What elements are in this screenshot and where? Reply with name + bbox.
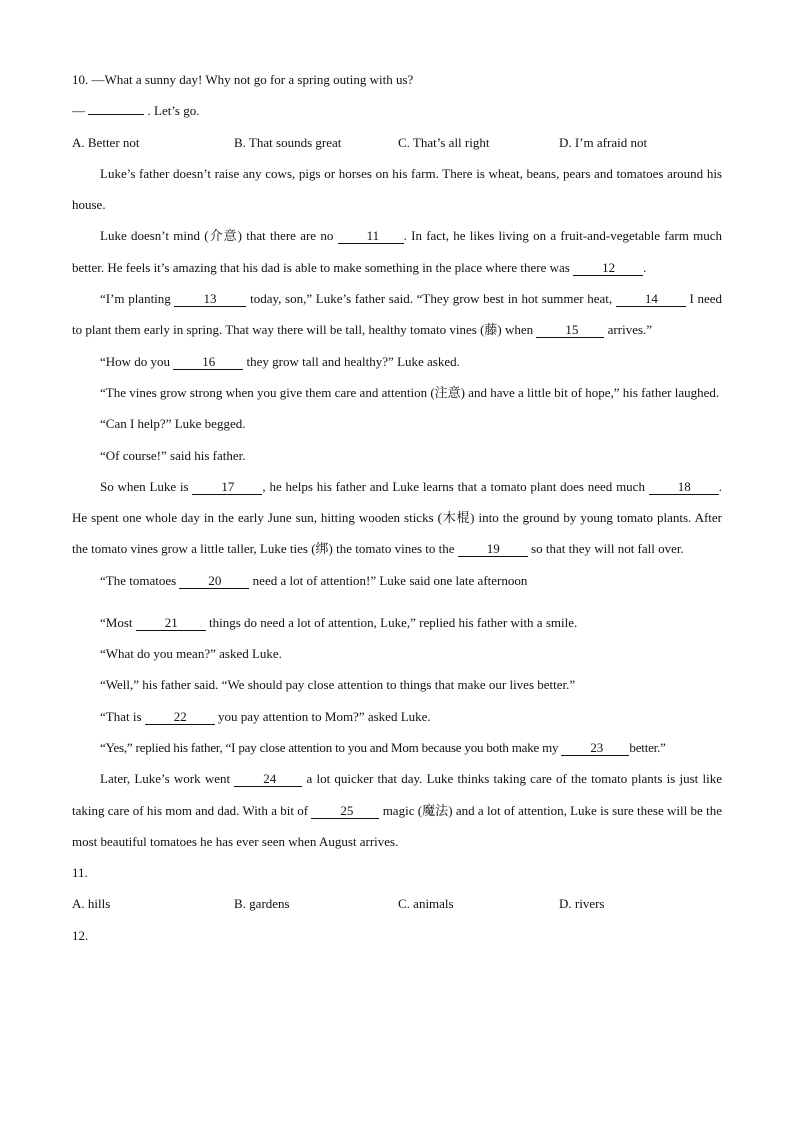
- passage-text: you pay attention to Mom?” asked Luke.: [214, 708, 431, 724]
- passage-text: , he helps his father and Luke learns that a tomato plant does need much: [262, 478, 649, 494]
- passage-paragraph-3: [72, 283, 722, 346]
- blank-25[interactable]: 25: [311, 804, 379, 819]
- passage-paragraph-2: [72, 220, 722, 283]
- passage-paragraph-11: “What do you mean?” asked Luke.: [100, 646, 282, 662]
- blank-16[interactable]: 16: [173, 355, 243, 370]
- q10-reply-prefix: —: [72, 103, 89, 119]
- q11-options: [72, 888, 722, 919]
- passage-text: “The tomatoes: [100, 572, 180, 588]
- passage-paragraph-6: “Can I help?” Luke begged.: [100, 416, 246, 432]
- blank-19[interactable]: 19: [458, 542, 528, 557]
- passage-text: “How do you: [100, 353, 174, 369]
- q11-option-c[interactable]: C. animals: [398, 896, 454, 912]
- passage-text: “Most: [100, 614, 136, 630]
- passage-text: Luke doesn’t mind (介意) that there are no: [100, 228, 338, 244]
- passage-text: arrives.”: [604, 322, 653, 338]
- q10-reply: [72, 95, 722, 126]
- q10-option-b[interactable]: B. That sounds great: [234, 134, 342, 150]
- q11-option-a[interactable]: A. hills: [72, 896, 111, 912]
- passage-paragraph-13: [72, 701, 722, 732]
- passage-text: “That is: [100, 708, 145, 724]
- q11-option-d[interactable]: D. rivers: [559, 896, 605, 912]
- blank-14[interactable]: 14: [616, 292, 686, 307]
- passage-paragraph-4: [72, 346, 722, 377]
- passage-paragraph-7: “Of course!” said his father.: [100, 447, 246, 463]
- passage-text: need a lot of attention!” Luke said one late afternoon: [249, 572, 528, 588]
- passage-text: better.”: [629, 739, 666, 755]
- passage-text: Later, Luke’s work went: [100, 771, 235, 787]
- passage-text: today, son,” Luke’s father said. “They grow best in hot summer heat,: [246, 291, 616, 307]
- blank-23[interactable]: 23: [561, 741, 629, 756]
- passage-paragraph-15: [72, 763, 722, 857]
- q10-option-a[interactable]: A. Better not: [72, 134, 140, 150]
- passage-text: so that they will not fall over.: [527, 541, 684, 557]
- passage-paragraph-1: Luke’s father doesn’t raise any cows, pigs or horses on his farm. There is wheat, beans, pears and tomatoes around his house.: [72, 165, 722, 213]
- passage-text: . He spent one whole day in the early June sun, hitting wooden sticks (木棍) into the ground by young tomato plants. After the tomato vines grow a little taller, Luke ties (绑) the tomato vines to the: [72, 478, 722, 557]
- worksheet-page: [72, 64, 722, 951]
- blank-15[interactable]: 15: [536, 323, 604, 338]
- q10-option-c[interactable]: C. That’s all right: [398, 134, 490, 150]
- q12-number: 12.: [72, 927, 89, 943]
- blank-18[interactable]: 18: [649, 480, 719, 495]
- blank-24[interactable]: 24: [234, 772, 302, 787]
- blank-11[interactable]: 11: [338, 229, 404, 244]
- passage-text: . In fact, he likes living on a fruit-and-vegetable farm much better. He feels it’s amazing that his dad is able to make something in the place where there was: [72, 228, 722, 275]
- q10-option-d[interactable]: D. I’m afraid not: [559, 134, 648, 150]
- passage-text: .: [643, 259, 647, 275]
- blank-13[interactable]: 13: [174, 292, 246, 307]
- blank-17[interactable]: 17: [192, 480, 262, 495]
- q11-option-b[interactable]: B. gardens: [234, 896, 290, 912]
- passage-text: they grow tall and healthy?” Luke asked.: [243, 353, 460, 369]
- blank-12[interactable]: 12: [573, 261, 643, 276]
- blank-20[interactable]: 20: [179, 574, 249, 589]
- q10-stem: 10. —What a sunny day! Why not go for a spring outing with us?: [72, 72, 414, 87]
- passage-paragraph-14: [72, 732, 722, 763]
- passage-text: magic (魔法) and a lot of attention, Luke is sure these will be the most beautiful tomatoes he has ever seen when August arrives.: [72, 802, 722, 849]
- passage-paragraph-5: “The vines grow strong when you give them care and attention (注意) and have a little bit of hope,” his father laughed.: [100, 384, 720, 400]
- blank-21[interactable]: 21: [136, 616, 206, 631]
- passage-paragraph-9: [72, 565, 722, 607]
- q10-options: [72, 127, 722, 158]
- passage-text: a lot quicker that day. Luke thinks taking care of the tomato plants is just like taking care of his mom and dad. With a bit of: [72, 771, 722, 818]
- passage-paragraph-12: “Well,” his father said. “We should pay close attention to things that make our lives better.”: [100, 677, 576, 693]
- q11-number: 11.: [72, 865, 88, 881]
- passage-text: I need to plant them early in spring. That way there will be tall, healthy tomato vines (藤) when: [72, 291, 722, 338]
- q10-reply-suffix: . Let’s go.: [144, 103, 200, 119]
- q10-answer-blank[interactable]: [88, 114, 144, 115]
- passage-text: things do need a lot of attention, Luke,” replied his father with a smile.: [205, 614, 578, 630]
- passage-paragraph-10: [72, 607, 722, 638]
- passage-paragraph-8: [72, 471, 722, 565]
- passage-text: “I’m planting: [100, 291, 175, 307]
- blank-22[interactable]: 22: [145, 710, 215, 725]
- passage-text: So when Luke is: [100, 478, 193, 494]
- passage-text: “Yes,” replied his father, “I pay close attention to you and Mom because you both make my: [100, 739, 562, 755]
